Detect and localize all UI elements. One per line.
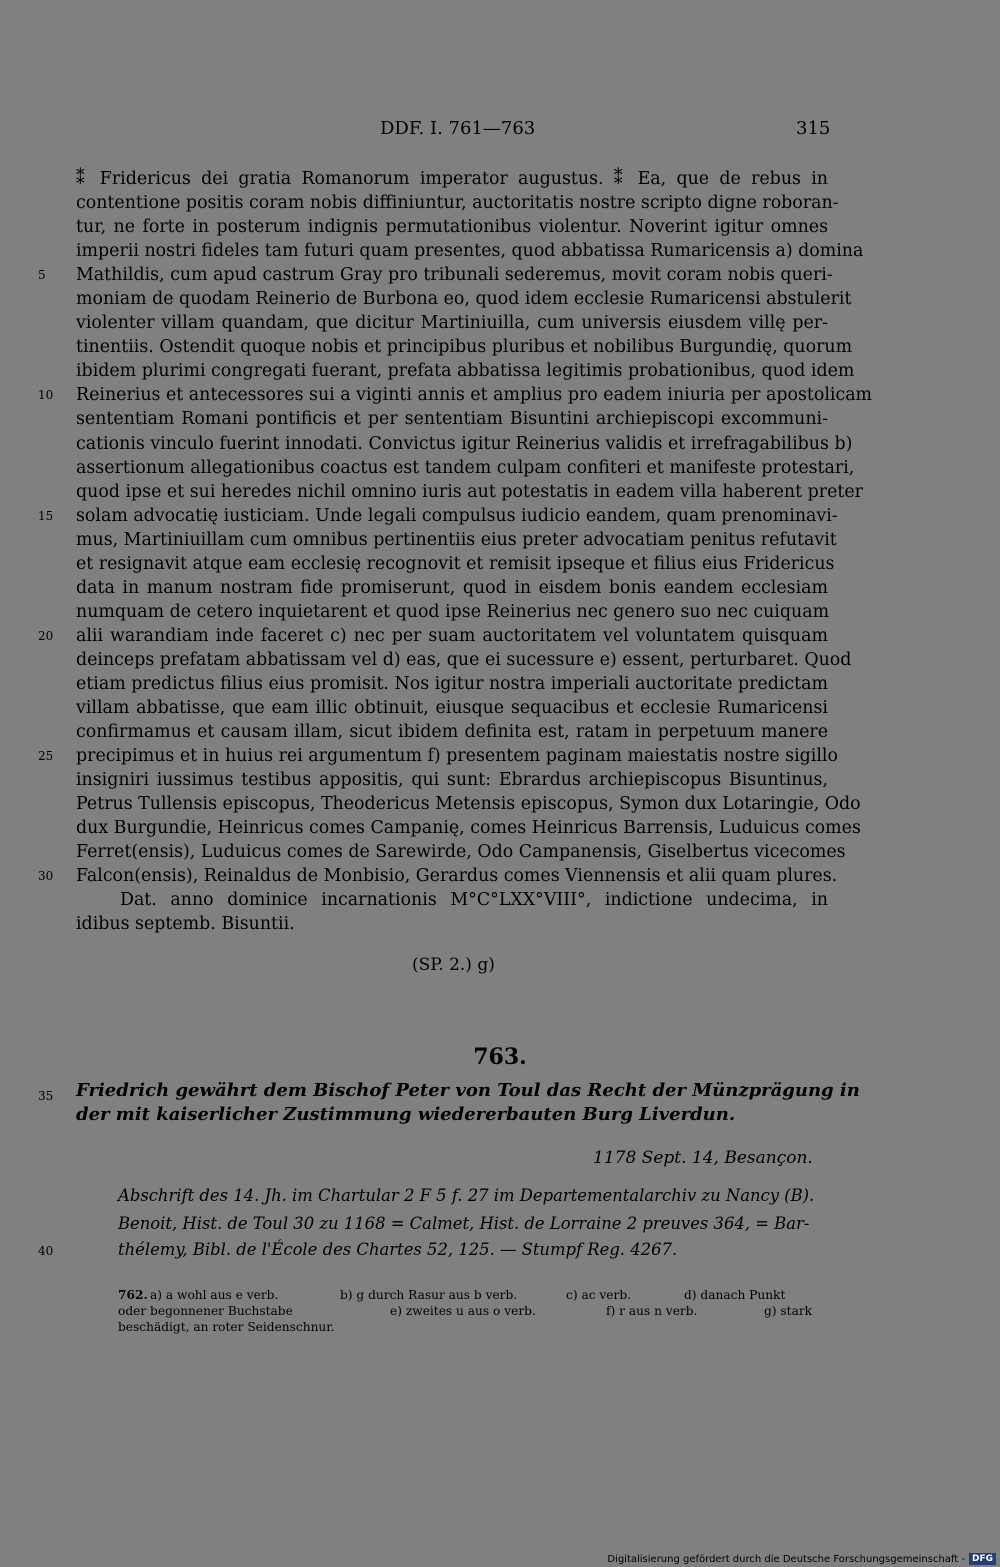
text-line [0,840,1000,864]
text-line [0,263,1000,287]
line-text: insigniri iussimus testibus appositis, qui sunt: Ebrardus archiepiscopus Bisuntinus, [76,770,828,791]
line-text: precipimus et in huius rei argumentum f) presentem paginam maiestatis nostre sigillo [76,746,838,767]
line-number: 20 [38,628,54,643]
text-line [0,552,1000,576]
footnote: a) a wohl aus e verb. [150,1288,279,1302]
text-line [0,864,1000,888]
footnote: c) ac verb. [566,1288,632,1302]
footnote: b) g durch Rasur aus b verb. [340,1288,518,1302]
document-number: 763. [473,1044,527,1070]
line-text: villam abbatisse, que eam illic obtinuit, eiusque sequacibus et ecclesie Rumaricensi [76,698,828,719]
text-line [0,696,1000,720]
text-line [0,359,1000,383]
line-text: Mathildis, cum apud castrum Gray pro tribunali sederemus, movit coram nobis queri- [76,265,833,286]
text-line [0,792,1000,816]
text-line [0,648,1000,672]
line-text: ⁑ Fridericus dei gratia Romanorum imperator augustus. ⁑ Ea, que de rebus in [76,169,828,189]
text-line [0,383,1000,407]
text-line [0,335,1000,359]
line-text: quod ipse et sui heredes nichil omnino iuris aut potestatis in eadem villa haberent preter [76,481,863,502]
line-text: ibidem plurimi congregati fuerant, prefata abbatissa legitimis probationibus, quod idem [76,361,855,382]
footnote: oder begonnener Buchstabe [118,1304,293,1318]
footnote: d) danach Punkt [684,1288,786,1302]
line-number: 5 [38,268,46,283]
text-line [0,888,1000,912]
text-line [0,912,1000,936]
line-text: etiam predictus filius eius promisit. Nos igitur nostra imperiali auctoritate predictam [76,673,828,694]
tradition-line: thélemy, Bibl. de l'École des Chartes 52, 125. — Stumpf Reg. 4267. [118,1240,678,1259]
line-text: Petrus Tullensis episcopus, Theodericus Metensis episcopus, Symon dux Lotaringie, Odo [76,794,861,815]
text-line [0,624,1000,648]
footnote: g) stark [764,1304,813,1318]
line-text: idibus septemb. Bisuntii. [76,914,295,935]
running-title: DDF. I. 761—763 [380,118,536,139]
line-text: et resignavit atque eam ecclesię recognovit et remisit ipseque et filius eius Fridericus [76,553,835,574]
line-text: dux Burgundie, Heinricus comes Campanię, comes Heinricus Barrensis, Luduicus comes [76,818,861,839]
text-line [0,407,1000,431]
line-text: Falcon(ensis), Reinaldus de Monbisio, Gerardus comes Viennensis et alii quam plures. [76,866,838,887]
line-text: Reinerius et antecessores sui a viginti annis et amplius pro eadem iniuria per apostolicam [76,385,873,406]
line-text: assertionum allegationibus coactus est tandem culpam confiteri et manifeste protestari, [76,457,855,478]
text-line [0,191,1000,215]
line-number: 15 [38,508,54,523]
text-line [0,215,1000,239]
line-text: data in manum nostram fide promiserunt, quod in eisdem bonis eandem ecclesiam [76,577,828,598]
text-line [0,768,1000,792]
line-text: tur, ne forte in posterum indignis permutationibus violentur. Noverint igitur omnes [76,217,828,238]
text-line [0,576,1000,600]
page-header [0,118,1000,144]
line-text: mus, Martiniuillam cum omnibus pertinentiis eius preter advocatiam penitus refutavit [76,529,837,550]
text-line [0,432,1000,456]
line-text: violenter villam quandam, que dicitur Martiniuilla, cum universis eiusdem villę per- [76,313,828,334]
line-text: alii warandiam inde faceret c) nec per suam auctoritatem vel voluntatem quisquam [76,625,828,646]
regest-line: Friedrich gewährt dem Bischof Peter von Toul das Recht der Münzprägung in [76,1080,860,1101]
line-number: 10 [38,388,54,403]
credit-text: Digitalisierung gefördert durch die Deutsche Forschungsgemeinschaft - [607,1553,965,1565]
line-text: Dat. anno dominice incarnationis M°C°LXX°VIII°, indictione undecima, in [120,890,828,911]
text-line [0,456,1000,480]
line-text: numquam de cetero inquietarent et quod ipse Reinerius nec genero suo nec cuiquam [76,601,830,622]
line-text: tinentiis. Ostendit quoque nobis et principibus pluribus et nobilibus Burgundię, quorum [76,337,853,358]
page-number: 315 [796,118,831,139]
regest-line: der mit kaiserlicher Zustimmung wiedererbauten Burg Liverdun. [76,1104,736,1125]
line-text: contentione positis coram nobis diffiniuntur, auctoritatis nostre scripto digne roboran- [76,193,839,214]
line-number: 25 [38,749,54,764]
regest-line-number: 35 [38,1089,54,1103]
text-line [0,816,1000,840]
date-place: 1178 Sept. 14, Besançon. [593,1148,813,1168]
text-line [0,311,1000,335]
footnote-doc-ref: 762. [118,1288,148,1302]
line-text: Ferret(ensis), Luduicus comes de Sarewirde, Odo Campanensis, Giselbertus vicecomes [76,842,846,863]
line-text: sententiam Romani pontificis et per sententiam Bisuntini archiepiscopi excommuni- [76,409,828,430]
footnote: f) r aus n verb. [606,1304,698,1318]
dfg-logo-icon: DFG [969,1553,996,1565]
text-line [0,600,1000,624]
line-text: confirmamus et causam illam, sicut ibidem definita est, ratam in perpetuum manere [76,722,828,743]
tradition-line-number: 40 [38,1244,54,1258]
line-text: moniam de quodam Reinerio de Burbona eo, quod idem ecclesie Rumaricensi abstulerit [76,289,852,310]
digitization-credit [607,1553,996,1565]
text-line [0,744,1000,768]
line-text: cationis vinculo fuerint innodati. Convictus igitur Reinerius validis et irrefragabilibus b) [76,433,853,454]
text-line [0,480,1000,504]
text-line [0,720,1000,744]
line-text: solam advocatię iusticiam. Unde legali compulsus iudicio eandem, quam prenominavi- [76,505,838,526]
footnote: beschädigt, an roter Seidenschnur. [118,1320,335,1334]
text-line [0,528,1000,552]
footnotes [118,1287,828,1335]
line-text: deinceps prefatam abbatissam vel d) eas, que ei sucessure e) essent, perturbaret. Quod [76,649,852,670]
line-text: imperii nostri fideles tam futuri quam presentes, quod abbatissa Rumaricensis a) domina [76,241,864,262]
text-line [0,287,1000,311]
text-line [0,167,1000,191]
tradition-line: Abschrift des 14. Jh. im Chartular 2 F 5 f. 27 im Departementalarchiv zu Nancy (B). [118,1186,815,1205]
charter-text [0,167,1000,937]
line-number: 30 [38,869,54,884]
text-line [0,239,1000,263]
tradition-line: Benoit, Hist. de Toul 30 zu 1168 = Calmet, Hist. de Lorraine 2 preuves 364, = Bar- [118,1214,810,1233]
text-line [0,504,1000,528]
text-line [0,672,1000,696]
seal-note: (SP. 2.) g) [412,955,495,975]
footnote: e) zweites u aus o verb. [390,1304,536,1318]
